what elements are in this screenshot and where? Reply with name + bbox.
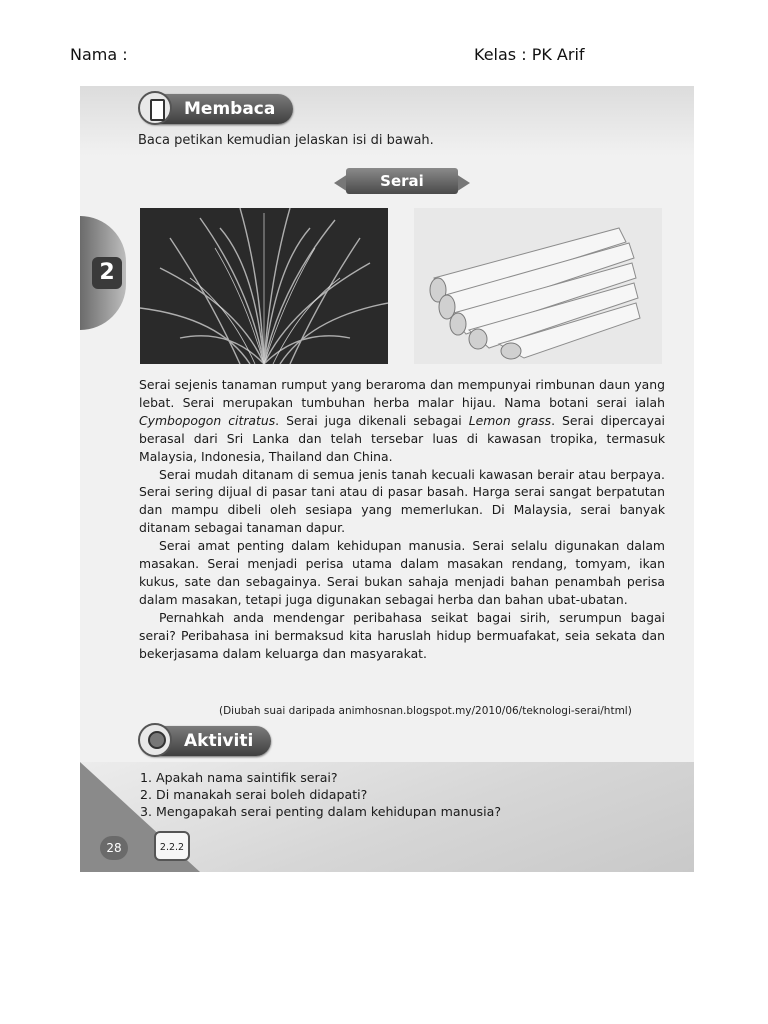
question-item: 3. Mengapakah serai penting dalam kehidupan manusia? (140, 804, 502, 819)
instruction-text: Baca petikan kemudian jelaskan isi di bawah. (138, 133, 434, 148)
paragraph-2: Serai mudah ditanam di semua jenis tanah kecuali kawasan berair atau berpaya. Serai sering dijual di pasar tani atau di pasar basah. Harga serai sangat berpatutan dan mampu dibeli oleh sesiapa yang memerlukan. Di Malaysia, serai banyak ditanam sebagai tanaman dapur. (139, 466, 665, 536)
activity-section-header (140, 726, 271, 756)
banner-ribbon-right (456, 174, 470, 192)
lemongrass-plant-photo (140, 208, 388, 364)
standard-code-badge: 2.2.2 (154, 831, 190, 861)
paragraph-4: Pernahkah anda mendengar peribahasa seikat bagai sirih, serumpun bagai serai? Peribahasa ini bermaksud kita haruslah hidup bermuafakat, seia sekata dan bekerjasama dalam keluarga dan masyarakat. (139, 609, 665, 661)
paragraph-1-part-a: Serai sejenis tanaman rumput yang beraroma dan mempunyai rimbunan daun yang lebat. Serai merupakan tumbuhan herba malar hijau. Nama botani serai ialah (139, 377, 665, 410)
reading-section-label: Membaca (184, 99, 276, 119)
chapter-tab (80, 216, 126, 330)
worksheet-page (80, 86, 694, 872)
english-name: Lemon grass (468, 412, 552, 428)
ribbon-icon (138, 723, 172, 757)
name-label: Nama : (70, 45, 128, 64)
reading-section-header (140, 94, 293, 124)
activity-section-label: Aktiviti (184, 731, 254, 751)
tablet-icon (138, 91, 172, 125)
question-item: 2. Di manakah serai boleh didapati? (140, 787, 368, 802)
paragraph-1-part-c: . Serai dipercayai berasal dari Sri Lanka dan telah tersebar luas di kawasan tropika, termasuk Malaysia, Indonesia, Thailand dan China. (139, 412, 665, 464)
passage-text (139, 376, 665, 663)
paragraph-1 (139, 376, 665, 466)
question-list (140, 769, 501, 820)
lemongrass-stalks-photo (414, 208, 662, 364)
passage-title: Serai (346, 168, 458, 194)
botanical-name: Cymbopogon citratus (139, 412, 276, 428)
paragraph-1-part-b: . Serai juga dikenali sebagai (275, 412, 469, 428)
page-number: 28 (100, 836, 128, 860)
class-label: Kelas : PK Arif (474, 45, 585, 64)
question-item: 1. Apakah nama saintifik serai? (140, 770, 338, 785)
source-citation: (Diubah suai daripada animhosnan.blogspot.my/2010/06/teknologi-serai/html) (219, 705, 632, 717)
paragraph-3: Serai amat penting dalam kehidupan manusia. Serai selalu digunakan dalam masakan. Serai menjadi perisa utama dalam masakan rendang, tomyam, ikan kukus, sate dan sebagainya. Serai bukan sahaja menjadi bahan penambah perisa dalam masakan, tetapi juga digunakan sebagai herba dan bahan ubat-ubatan. (139, 538, 665, 607)
chapter-number: 2 (92, 257, 122, 289)
